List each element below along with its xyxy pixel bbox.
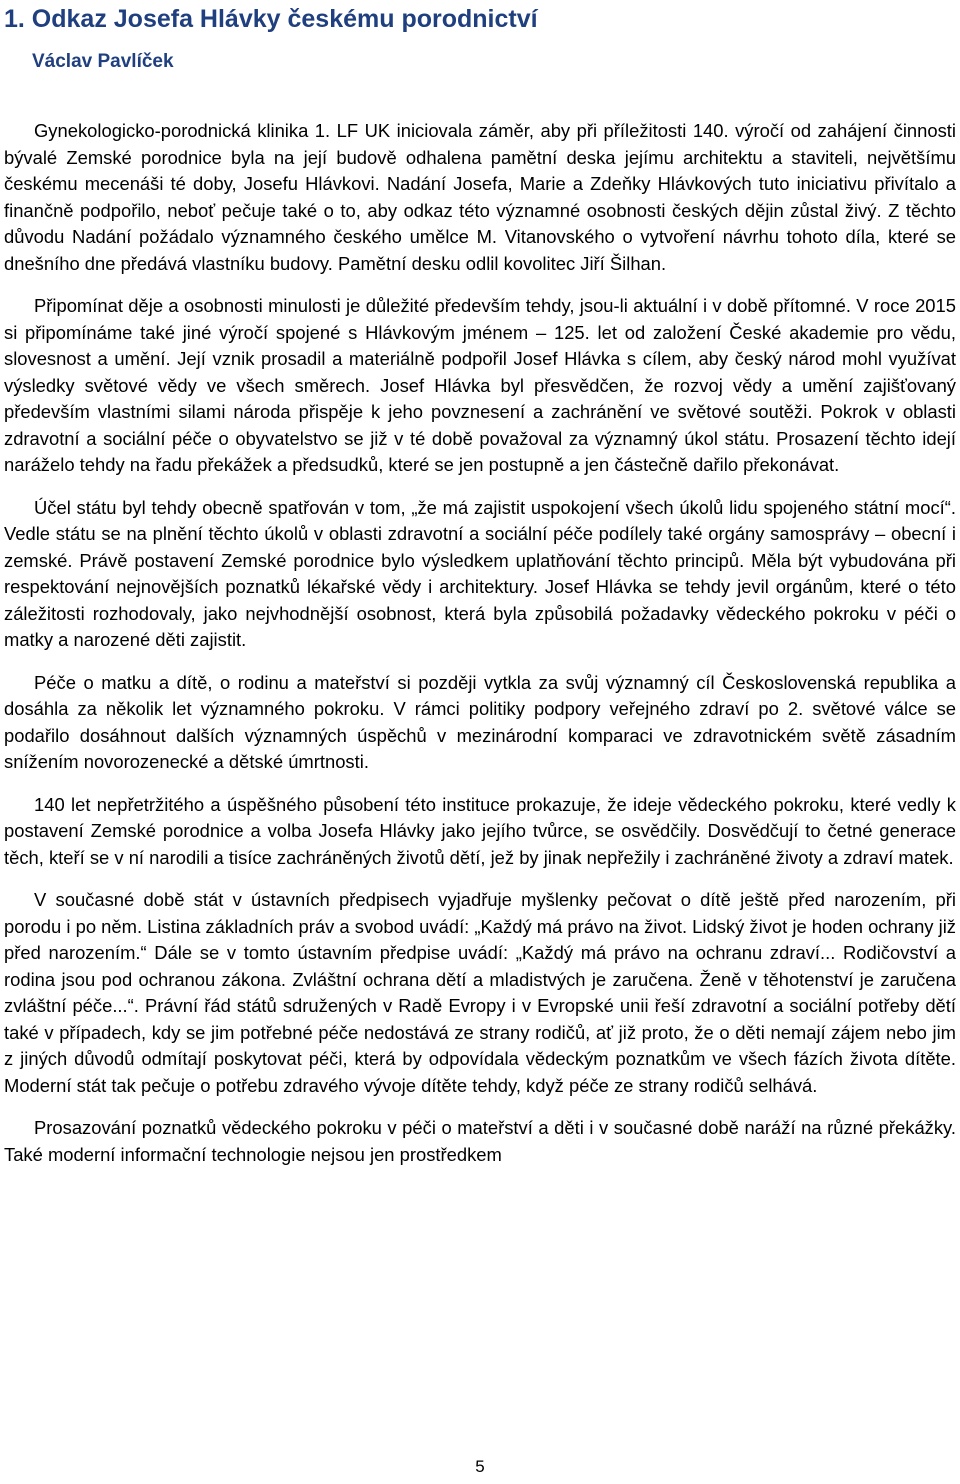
document-page — [4, 0, 956, 1184]
paragraph: 140 let nepřetržitého a úspěšného působení této instituce prokazuje, že ideje vědeckého pokroku, které vedly k postavení Zemské porodnice a volba Josefa Hlávky jako jejího tvůrce, se osvědčily. Dosvědčují to četné generace těch, kteří se v ní narodili a tisíce zachráněných životů dětí, jež by jinak nepřežily i zachráněné životy a zdraví matek. — [4, 793, 956, 868]
paragraph: V současné době stát v ústavních předpisech vyjadřuje myšlenky pečovat o dítě ještě před narozením, při porodu i po něm. Listina základních práv a svobod uvádí: „Každý má právo na život. Lidský život je hoden ochrany již před narozením.“ Dále se v tomto ústavním předpise uvádí: „Každý má právo na ochranu zdraví... Rodičovství a rodina jsou pod ochranou zákona. Zvláštní ochrana dětí a mladistvých je zaručena. Ženě v těhotenství je zaručena zvláštní péče...“. Právní řád států sdružených v Radě Evropy i v Evropské unii řeší zdravotní a sociální potřeby dětí také v případech, kdy se jim potřebné péče nedostává ze strany rodičů, ať již proto, že o děti nemají zájem nebo jim z jiných důvodů odmítají poskytovat péči, která by odpovídala vědeckým poznatkům ve všech fázích života dítěte. Moderní stát tak pečuje o potřebu zdravého vývoje dítěte tehdy, když péče ze strany rodičů selhává. — [4, 889, 956, 1096]
paragraph: Účel státu byl tehdy obecně spatřován v tom, „že má zajistit uspokojení všech úkolů lidu spojeného státní mocí“. Vedle státu se na plnění těchto úkolů v oblasti zdravotní a sociální péče podílely také orgány samosprávy – obecní i zemské. Právě postavení Zemské porodnice bylo výsledkem uplatňování těchto principů. Měla být vybudována při respektování nejnovějších poznatků lékařské vědy i architektury. Josef Hlávka se tehdy jevil orgánům, které o této záležitosti rozhodovaly, jako nejvhodnější osobnost, která byla způsobilá požadavky vědeckého pokroku v péči o matky a narozené děti zajistit. — [4, 496, 956, 650]
author-name: Václav Pavlíček — [32, 51, 174, 72]
paragraph: Gynekologicko-porodnická klinika 1. LF UK iniciovala záměr, aby při příležitosti 140. výročí od zahájení činnosti bývalé Zemské porodnice byla na její budově odhalena pamětní deska jejímu architektu a staviteli, největšímu českému mecenáši té doby, Josefu Hlávkovi. Nadání Josefa, Marie a Zdeňky Hlávkových tuto iniciativu přivítalo a finančně podpořilo, neboť pečuje také o to, aby odkaz této významné osobnosti českých dějin zůstal živý. Z těchto důvodu Nadání požádalo významného českého umělce M. Vitanovského o vytvoření návrhu tohoto díla, které se dnešního dne předává vlastníku budovy. Pamětní desku odlil kovolitec Jiří Šilhan. — [4, 120, 956, 274]
article-title: 1. Odkaz Josefa Hlávky českému porodnictví — [4, 5, 538, 33]
page-number: 5 — [475, 1457, 485, 1476]
article-body — [4, 118, 956, 1168]
paragraph: Péče o matku a dítě, o rodinu a mateřství si později vytkla za svůj významný cíl Československá republika a dosáhla za několik let významného pokroku. V rámci politiky podpory veřejného zdraví po 2. světové válce se podařilo dosáhnout dalších významných úspěchů v mezinárodní komparaci ve zdravotnickém světě zásadním snížením novorozenecké a dětské úmrtnosti. — [4, 671, 956, 772]
paragraph: Připomínat děje a osobnosti minulosti je důležité především tehdy, jsou-li aktuální i v době přítomné. V roce 2015 si připomínáme také jiné výročí spojené s Hlávkovým jménem – 125. let od založení České akademie pro vědu, slovesnost a umění. Její vznik prosadil a materiálně podpořil Josef Hlávka s cílem, aby český národ mohl využívat výsledky světové vědy ve všech směrech. Josef Hlávka byl přesvědčen, že rozvoj vědy a umění zajišťovaný především vlastními silami národa přispěje k jeho povznesení a zachránění ve světové soutěži. Pokrok v oblasti zdravotní a sociální péče o obyvatelstvo se již v té době považoval za významný úkol státu. Prosazení těchto idejí naráželo tehdy na řadu překážek a předsudků, které se jen postupně a jen částečně dařilo překonávat. — [4, 295, 956, 475]
paragraph: Prosazování poznatků vědeckého pokroku v péči o mateřství a děti i v současné době naráží na různé překážky. Také moderní informační technologie nejsou jen prostředkem — [4, 1117, 956, 1165]
